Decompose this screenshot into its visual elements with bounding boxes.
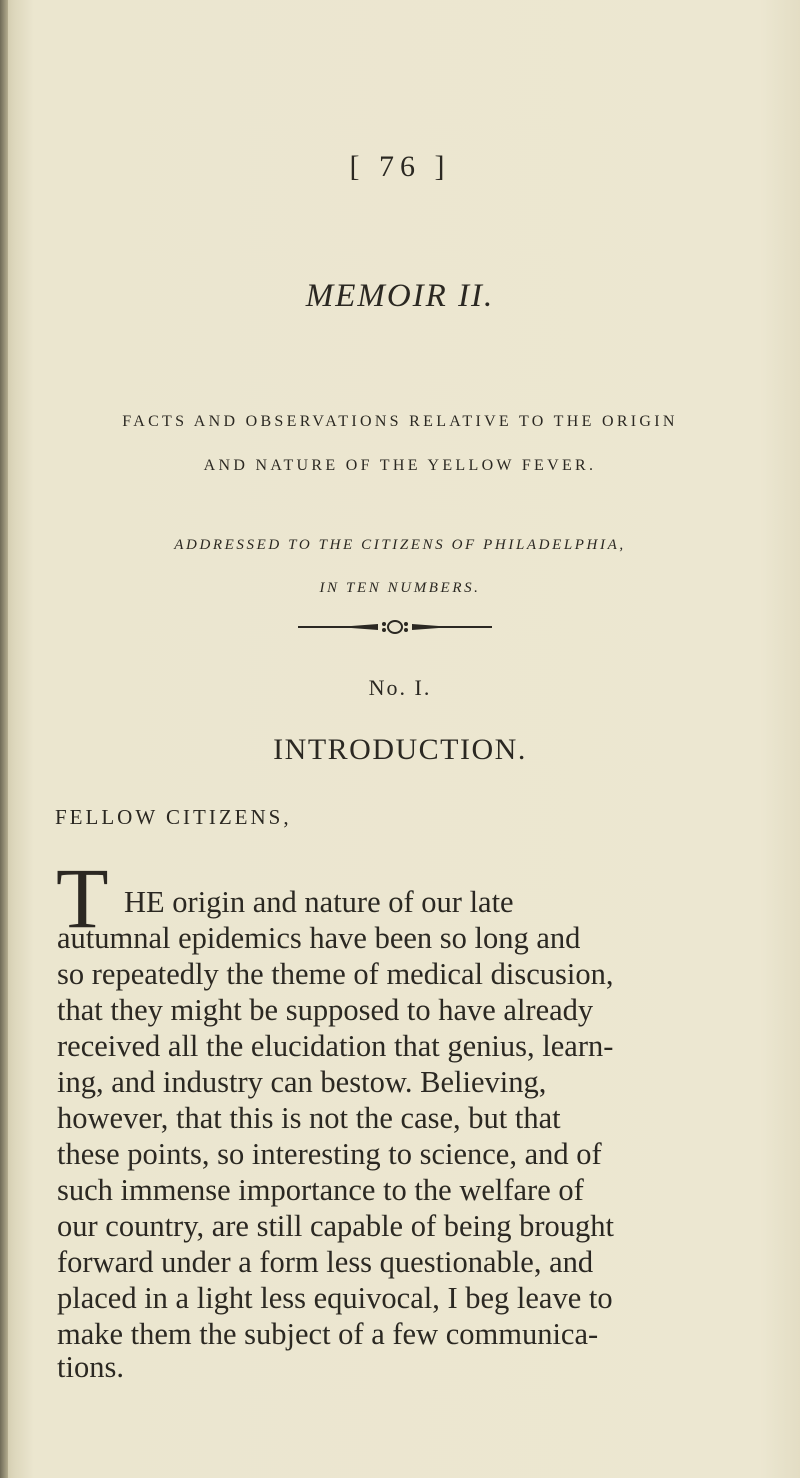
subtitle-line-2: AND NATURE OF THE YELLOW FEVER. xyxy=(203,457,597,474)
body-line: ing, and industry can bestow. Believing, xyxy=(57,1065,547,1099)
body-line: autumnal epidemics have been so long and xyxy=(57,921,581,955)
subtitle-line-1: FACTS AND OBSERVATIONS RELATIVE TO THE ORIGIN xyxy=(122,413,678,430)
page-number: [ 76 ] xyxy=(349,150,451,183)
body-line: our country, are still capable of being brought xyxy=(57,1209,615,1243)
body-line: so repeatedly the theme of medical discusion, xyxy=(57,957,614,991)
body-line: placed in a light less equivocal, I beg leave to xyxy=(57,1281,613,1315)
body-line: forward under a form less questionable, and xyxy=(57,1245,594,1279)
body-line: however, that this is not the case, but that xyxy=(57,1101,561,1135)
body-line: these points, so interesting to science, and of xyxy=(57,1137,602,1171)
body-line: make them the subject of a few communica- xyxy=(57,1317,599,1351)
addressed-line-2: IN TEN NUMBERS. xyxy=(319,580,481,596)
body-line: that they might be supposed to have already xyxy=(57,993,594,1027)
ornamental-divider xyxy=(298,616,492,638)
body-line: HE origin and nature of our late xyxy=(124,885,514,919)
body-line: such immense importance to the welfare of xyxy=(57,1173,584,1207)
number-heading: No. I. xyxy=(368,675,432,700)
memoir-title: MEMOIR II. xyxy=(305,278,495,314)
body-line: received all the elucidation that genius, learn- xyxy=(57,1029,614,1063)
addressed-line-1: ADDRESSED TO THE CITIZENS OF PHILADELPHIA, xyxy=(174,537,626,553)
section-heading: INTRODUCTION. xyxy=(273,733,527,766)
body-line: tions. xyxy=(57,1350,124,1384)
drop-cap: T xyxy=(56,850,109,946)
salutation: FELLOW CITIZENS, xyxy=(55,805,292,829)
